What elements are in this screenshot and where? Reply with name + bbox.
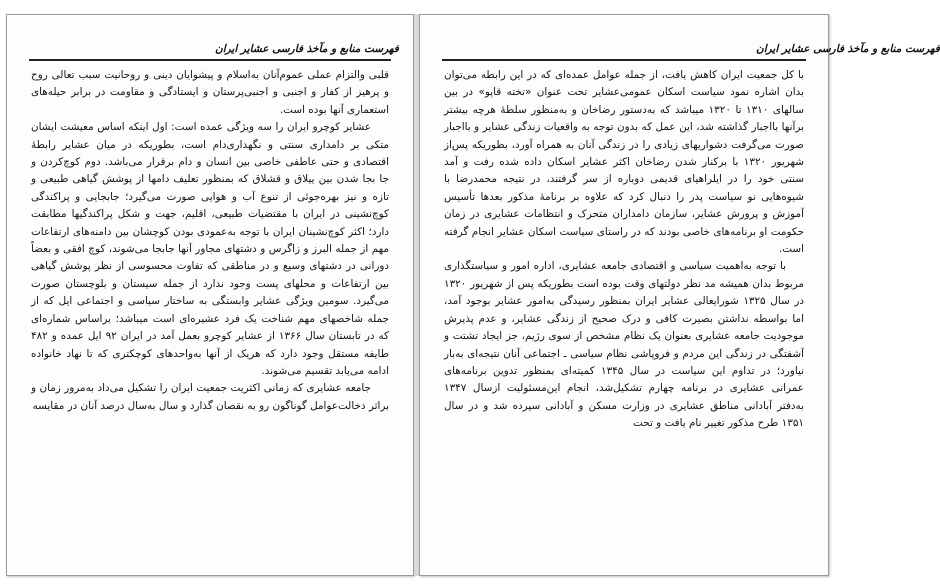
paragraph: با توجه به‌اهمیت سیاسی و اقتصادی جامعه عشایری، اداره امور و سیاستگذاری مربوط بدان همیشه مد نظر دولتهای وقت بوده است بطوریکه پس از شهریور ۱۳۲۰ در سال ۱۳۲۵ شورایعالی عشایر ایران بمنظور رسیدگی به‌امور عشایر بوجود آمد، اما بواسطه نداشتن بصیرت کافی و درک صحیح از زندگی عشایر، و عدم پذیرش موجودیت جامعه عشایری بعنوان یک نظام مشخص از سوی رژیم، جز ایجاد تشتت و آشفتگی در زندگی این مردم و فروپاشی نظام سیاسی ـ اجتماعی آنان نتیجه‌ای به‌بار نیاورد؛ در تداوم این سیاست در سال ۱۳۴۵ کمیته‌ای بمنظور تدوین برنامه‌های عمرانی عشایری در برنامه چهارم تشکیل‌شد، انجام این‌مسئولیت ازسال ۱۳۴۷ به‌دفتر آبادانی مناطق عشایری در وزارت مسکن و آبادانی سپرده شد و در سال ۱۳۵۱ طرح مذکور تغییر نام یافت و تحت: [444, 260, 805, 430]
left-page: [6, 14, 414, 576]
paragraph: جامعه عشایری که زمانی اکثریت جمعیت ایران را تشکیل می‌داد به‌مرور زمان و براثر دخالت‌عوامل گوناگون رو به نقصان گذارد و سال به‌سال درصد آنان در مقایسه: [31, 382, 389, 412]
header-rule-left: [29, 59, 391, 61]
running-header-right: فهرست منابع و مآخذ فارسی عشایر ایران: [756, 43, 940, 55]
right-page: [419, 14, 940, 576]
header-rule-right: [442, 59, 806, 61]
left-page-body: [31, 67, 389, 415]
paragraph: عشایر کوچرو ایران را سه ویژگی عمده است: اول اینکه اساس معیشت ایشان متکی بر دامداری سنتی و نگهداری‌دام است، بطوریکه در میان عشایر رابطهٔ اقتصادی و حتی عاطفی خاصی بین انسان و دام برقرار می‌باشد. دوم کوچ‌کردن و جا بجا شدن بین ییلاق و قشلاق که بمنظور تعلیف دامها از پوشش گیاهی طبیعی و تازه و نیز بهره‌جوئی از تنوع آب و هوایی صورت می‌گیرد؛ جابجایی و پراکندگی کوچ‌نشینی در ایران با مقتضیات طبیعی، اقلیم، جهت و شکل پراکندگیها مطابقت دارد؛ اکثر کوچ‌نشینان ایران با توجه به‌عمودی بودن کوچشان بین دامنه‌های ارتفاعات مهم از جمله البرز و زاگرس و دشتهای مجاور آنها جابجا می‌شوند، کوچ افقی و بعضاً دورانی در دشتهای وسیع و در مناطقی که تفاوت محسوسی از نظر پوشش گیاهی بین ارتفاعات و محلهای پست وجود ندارد از جمله سیستان و بلوچستان صورت می‌گیرد. سومین ویژگی عشایر وابستگی به ساختار سیاسی و اجتماعی ایل که از جمله شاخصهای مهم شناخت یک فرد عشیره‌ای است میباشد؛ براساس شماره‌ای که در تابستان سال ۱۳۶۶ از عشایر کوچرو بعمل آمد در ایران ۹۲ ایل عمده و ۴۸۲ طایفه مستقل وجود دارد که هریک از آنها به‌واحدهای کوچکتری که تا نهاد خانواده ادامه می‌یابد تقسیم می‌شوند.: [31, 121, 389, 377]
running-header-left: فهرست منابع و مآخذ فارسی عشایر ایران: [215, 43, 399, 55]
paragraph: قلبی والتزام عملی عموم‌آنان به‌اسلام و پیشوایان دینی و روحانیت سبب تعالی روح و پرهیز از کفار و اجنبی و اجنبی‌پرستان و ایستادگی و مقاومت در برابر حیله‌های استعماری آنها بوده است.: [31, 69, 389, 116]
paragraph: با کل جمعیت ایران کاهش یافت، از جمله عوامل عمده‌ای که در این رابطه می‌توان بدان اشاره نمود سیاست اسکان عمومی‌عشایر تحت عنوان «تخته قاپو» در بین سالهای ۱۳۱۰ تا ۱۳۲۰ میباشد که به‌دستور رضاخان و به‌منظور سلطهٔ هرچه بیشتر برآنها بااجبار گذاشته شد، این عمل که بدون توجه به واقعیات زندگی عشایر و بااجبار صورت می‌گرفت دشواریهای زیادی را در زندگی آنان به همراه آورد، بطوریکه پس‌از شهریور ۱۳۲۰ با برکنار شدن رضاخان اکثر عشایر اسکان داده شده رفت و آمد سنتی خود را در ایلراهیای قدیمی دوباره از سر گرفتند، در نتیجه محمدرضا با شیوه‌هایی نو سیاست پدر را دنبال کرد که علاوه بر برنامهٔ مذکور بعدها تأسیس آموزش و پرورش عشایر، سازمان دامداران متحرک و انتظامات عشایری در زمان حکومت او برنامه‌های خاصی بودند که در راستای سیاست اسکان عشایر انجام گرفته است.: [444, 69, 805, 256]
right-page-body: [444, 67, 804, 433]
